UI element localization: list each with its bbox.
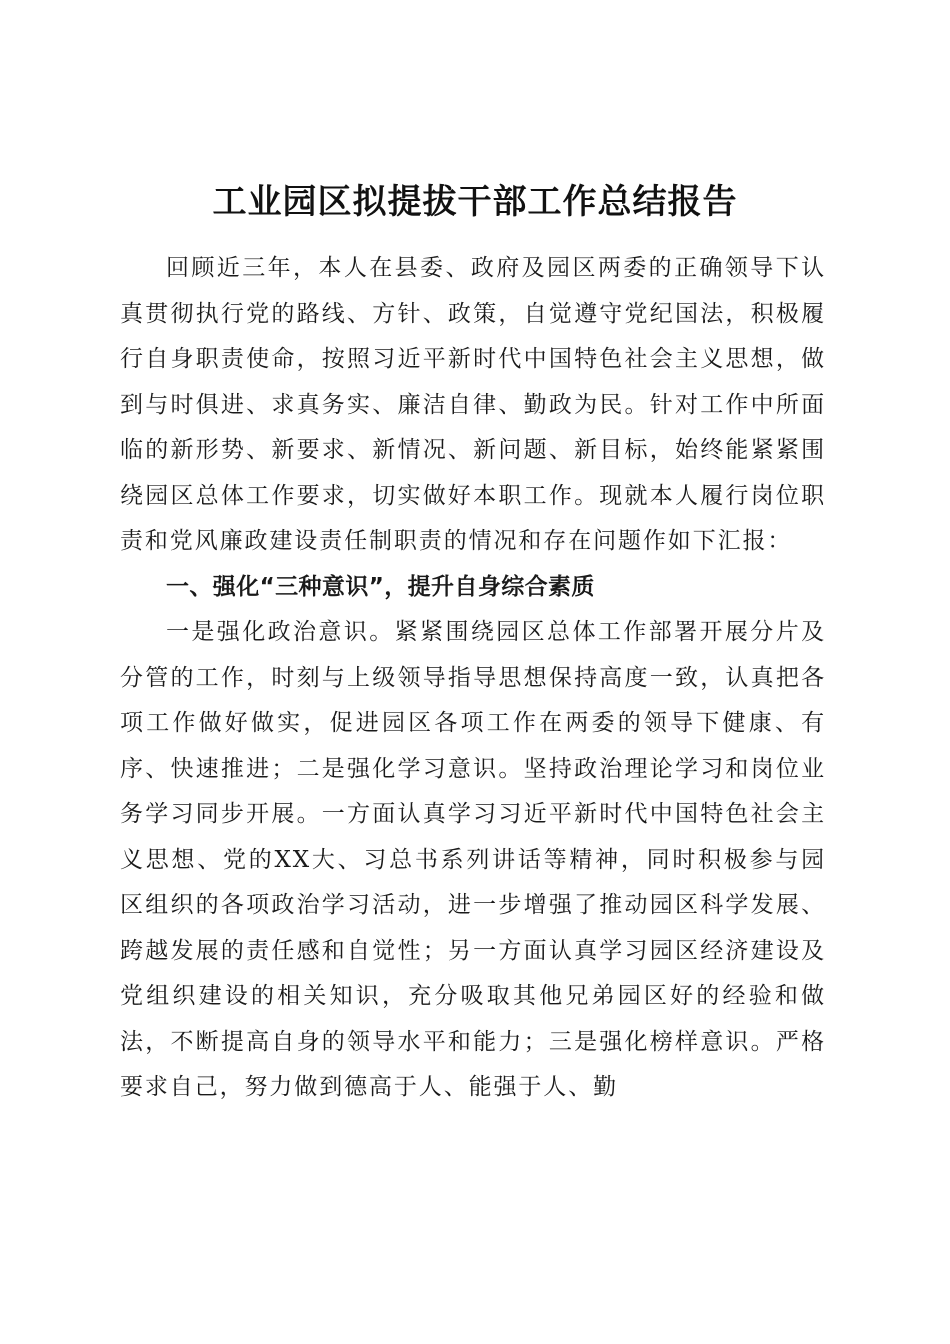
intro-paragraph: 回顾近三年，本人在县委、政府及园区两委的正确领导下认真贯彻执行党的路线、方针、政策，自觉遵守党纪国法，积极履行自身职责使命，按照习近平新时代中国特色社会主义思想，做到与时俱进、求真务实、廉洁自律、勤政为民。针对工作中所面临的新形势、新要求、新情况、新问题、新目标，始终能紧紧围绕园区总体工作要求，切实做好本职工作。现就本人履行岗位职责和党风廉政建设责任制职责的情况和存在问题作如下汇报： [120,255,826,554]
document-title: 工业园区拟提拔干部工作总结报告 [212,182,738,222]
section-1-heading: 一、强化“三种意识”，提升自身综合素质 [166,573,595,600]
document-body [120,246,826,1111]
section-1-paragraph: 一是强化政治意识。紧紧围绕园区总体工作部署开展分片及分管的工作，时刻与上级领导指导思想保持高度一致，认真把各项工作做好做实，促进园区各项工作在两委的领导下健康、有序、快速推进；二是强化学习意识。坚持政治理论学习和岗位业务学习同步开展。一方面认真学习习近平新时代中国特色社会主义思想、党的XX大、习总书系列讲话等精神，同时积极参与园区组织的各项政治学习活动，进一步增强了推动园区科学发展、跨越发展的责任感和自觉性；另一方面认真学习园区经济建设及党组织建设的相关知识，充分吸取其他兄弟园区好的经验和做法，不断提高自身的领导水平和能力；三是强化榜样意识。严格要求自己，努力做到德高于人、能强于人、勤 [120,619,826,1100]
